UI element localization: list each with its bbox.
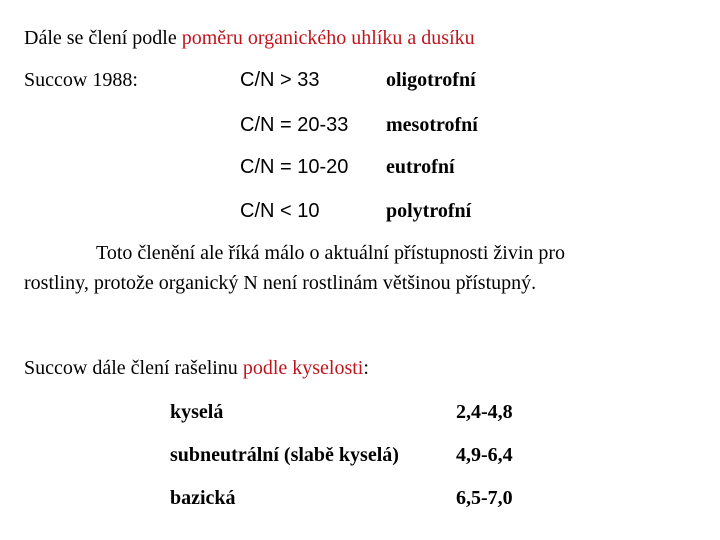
cn-ratio: C/N > 33: [240, 69, 320, 91]
acidity-heading: [24, 356, 369, 380]
acidity-name: bazická: [170, 487, 236, 509]
cn-category: oligotrofní: [386, 69, 476, 91]
cn-category: eutrofní: [386, 156, 455, 178]
succow-label: Succow 1988:: [24, 69, 138, 91]
acidity-highlight: podle kyselosti: [242, 357, 364, 379]
heading-prefix: Dále se člení podle: [24, 27, 182, 49]
acidity-name: subneutrální (slabě kyselá): [170, 444, 399, 466]
note-line-1: Toto členění ale říká málo o aktuální přístupnosti živin pro: [96, 242, 566, 264]
cn-ratio: C/N = 20-33: [240, 114, 349, 136]
cn-category: mesotrofní: [386, 114, 478, 136]
acidity-range: 2,4-4,8: [456, 401, 513, 423]
acidity-range: 4,9-6,4: [456, 444, 513, 466]
heading-highlight: poměru organického uhlíku a dusíku: [181, 27, 475, 49]
heading: [24, 26, 475, 50]
note-paragraph: [24, 238, 704, 298]
cn-ratio: C/N < 10: [240, 200, 320, 222]
cn-category: polytrofní: [386, 200, 472, 222]
acidity-prefix: Succow dále člení rašelinu: [24, 357, 243, 379]
acidity-suffix: :: [363, 357, 369, 379]
acidity-range: 6,5-7,0: [456, 487, 513, 509]
cn-ratio: C/N = 10-20: [240, 156, 349, 178]
acidity-name: kyselá: [170, 401, 224, 423]
note-line-2: rostliny, protože organický N není rostlinám většinou přístupný.: [24, 272, 537, 294]
